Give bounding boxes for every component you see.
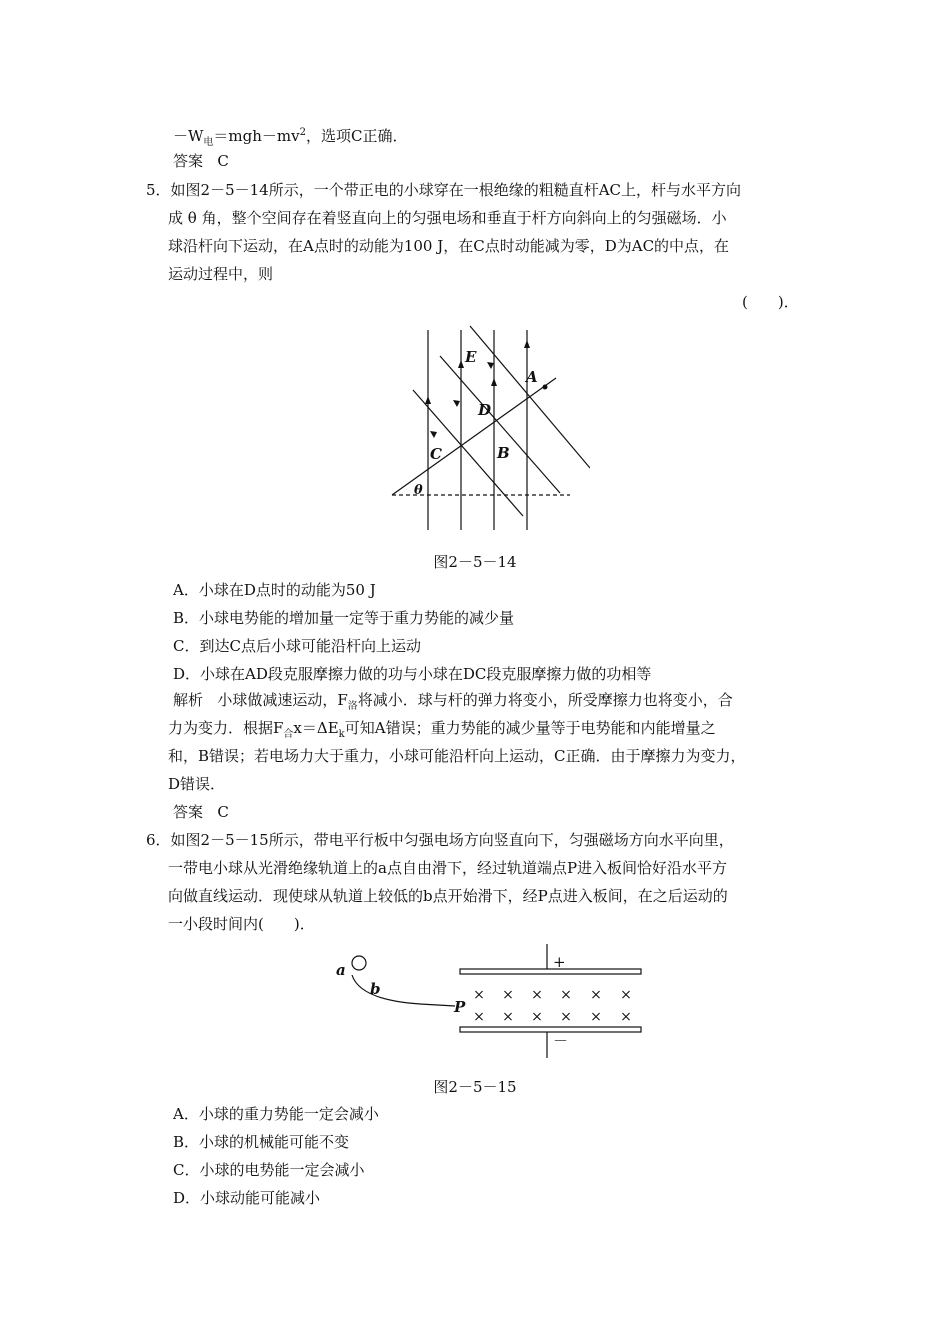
label-plus: + <box>553 953 566 971</box>
track <box>352 975 455 1006</box>
label-minus: － <box>553 1032 569 1050</box>
q6-line-1: 6．如图2－5－15所示，带电平行板中匀强电场方向竖直向下，匀强磁场方向水平向里， <box>146 831 734 849</box>
q5-answer-blank: ( )． <box>742 293 799 311</box>
cross-mark: × <box>473 1009 485 1025</box>
q6-line-4: 一小段时间内( )． <box>168 915 315 933</box>
figure-2-5-15 <box>330 940 650 1065</box>
q5-line-2: 成 θ 角，整个空间存在着竖直向上的匀强电场和垂直于杆方向斜向上的匀强磁场．小 <box>168 209 727 227</box>
q6-option-d: D．小球动能可能减小 <box>173 1189 321 1207</box>
cross-mark: × <box>590 1009 602 1025</box>
figure-2-5-14 <box>380 318 590 533</box>
arrow-up <box>425 396 431 404</box>
label-b: B <box>497 444 510 462</box>
cross-mark: × <box>502 1009 514 1025</box>
arrow-up <box>458 360 464 368</box>
q5-analysis-line-4: D错误． <box>168 775 226 793</box>
q5-line-1: 5．如图2－5－14所示，一个带正电的小球穿在一根绝缘的粗糙直杆AC上，杆与水平方向 <box>146 181 742 199</box>
cross-mark: × <box>560 987 572 1003</box>
q5-analysis-line-2: 力为变力．根据$F_合x=\Delta E_k$可知A错误；重力势能的减少量等于电势能和内能增量之 <box>168 719 716 740</box>
label-c: C <box>430 445 442 463</box>
arrow-diag <box>487 362 494 369</box>
cross-mark: × <box>560 1009 572 1025</box>
q5-analysis-line-1: 解析 小球做减速运动，$F_洛$将减小．球与杆的弹力将变小，所受摩擦力也将变小，合 <box>173 691 733 712</box>
q5-option-c: C．到达C点后小球可能沿杆向上运动 <box>173 637 421 655</box>
q5-analysis-line-3: 和，B错误；若电场力大于重力，小球可能沿杆向上运动，C正确．由于摩擦力为变力， <box>168 747 746 765</box>
label-d: D <box>478 401 492 419</box>
upper-plate <box>460 969 641 974</box>
q5-option-d: D．小球在AD段克服摩擦力做的功与小球在DC段克服摩擦力做的功相等 <box>173 665 652 683</box>
cross-mark: × <box>620 987 632 1003</box>
figure-caption-15: 图2－5－15 <box>433 1078 517 1096</box>
arrow-up <box>524 340 530 348</box>
cross-mark: × <box>531 1009 543 1025</box>
magnetic-line <box>440 356 560 493</box>
q5-option-a: A．小球在D点时的动能为50 J <box>173 581 376 599</box>
q6-line-2: 一带电小球从光滑绝缘轨道上的a点自由滑下，经过轨道端点P进入板间恰好沿水平方 <box>168 859 728 877</box>
cross-mark: × <box>473 987 485 1003</box>
label-theta: θ <box>414 483 423 498</box>
q6-option-b: B．小球的机械能可能不变 <box>173 1133 350 1151</box>
cross-mark: × <box>531 987 543 1003</box>
arrow-up <box>491 378 497 386</box>
q5-line-4: 运动过程中，则 <box>168 265 274 283</box>
arrow-diag <box>430 431 437 438</box>
label-b: b <box>370 980 381 998</box>
q5-answer: 答案 C <box>173 803 229 821</box>
q6-option-a: A．小球的重力势能一定会减小 <box>173 1105 379 1123</box>
lower-plate <box>460 1027 641 1032</box>
cross-mark: × <box>590 987 602 1003</box>
prev-formula: $-W_电=mgh-mv^2$，选项C正确． <box>173 127 408 148</box>
label-a: a <box>336 961 346 979</box>
label-p: P <box>454 998 466 1016</box>
q6-line-3: 向做直线运动．现使球从轨道上较低的b点开始滑下，经P点进入板间，在之后运动的 <box>168 887 728 905</box>
ball-a <box>352 956 366 970</box>
label-a: A <box>526 368 538 386</box>
label-e: E <box>465 348 477 366</box>
cross-mark: × <box>502 987 514 1003</box>
point-a <box>543 385 548 390</box>
arrow-diag <box>453 400 460 407</box>
cross-mark: × <box>620 1009 632 1025</box>
q6-option-c: C．小球的电势能一定会减小 <box>173 1161 365 1179</box>
q5-line-3: 球沿杆向下运动，在A点时的动能为100 J，在C点时动能减为零，D为AC的中点，在 <box>168 237 730 255</box>
q5-option-b: B．小球电势能的增加量一定等于重力势能的减少量 <box>173 609 515 627</box>
prev-answer: 答案 C <box>173 152 229 170</box>
figure-caption-14: 图2－5－14 <box>433 553 517 571</box>
